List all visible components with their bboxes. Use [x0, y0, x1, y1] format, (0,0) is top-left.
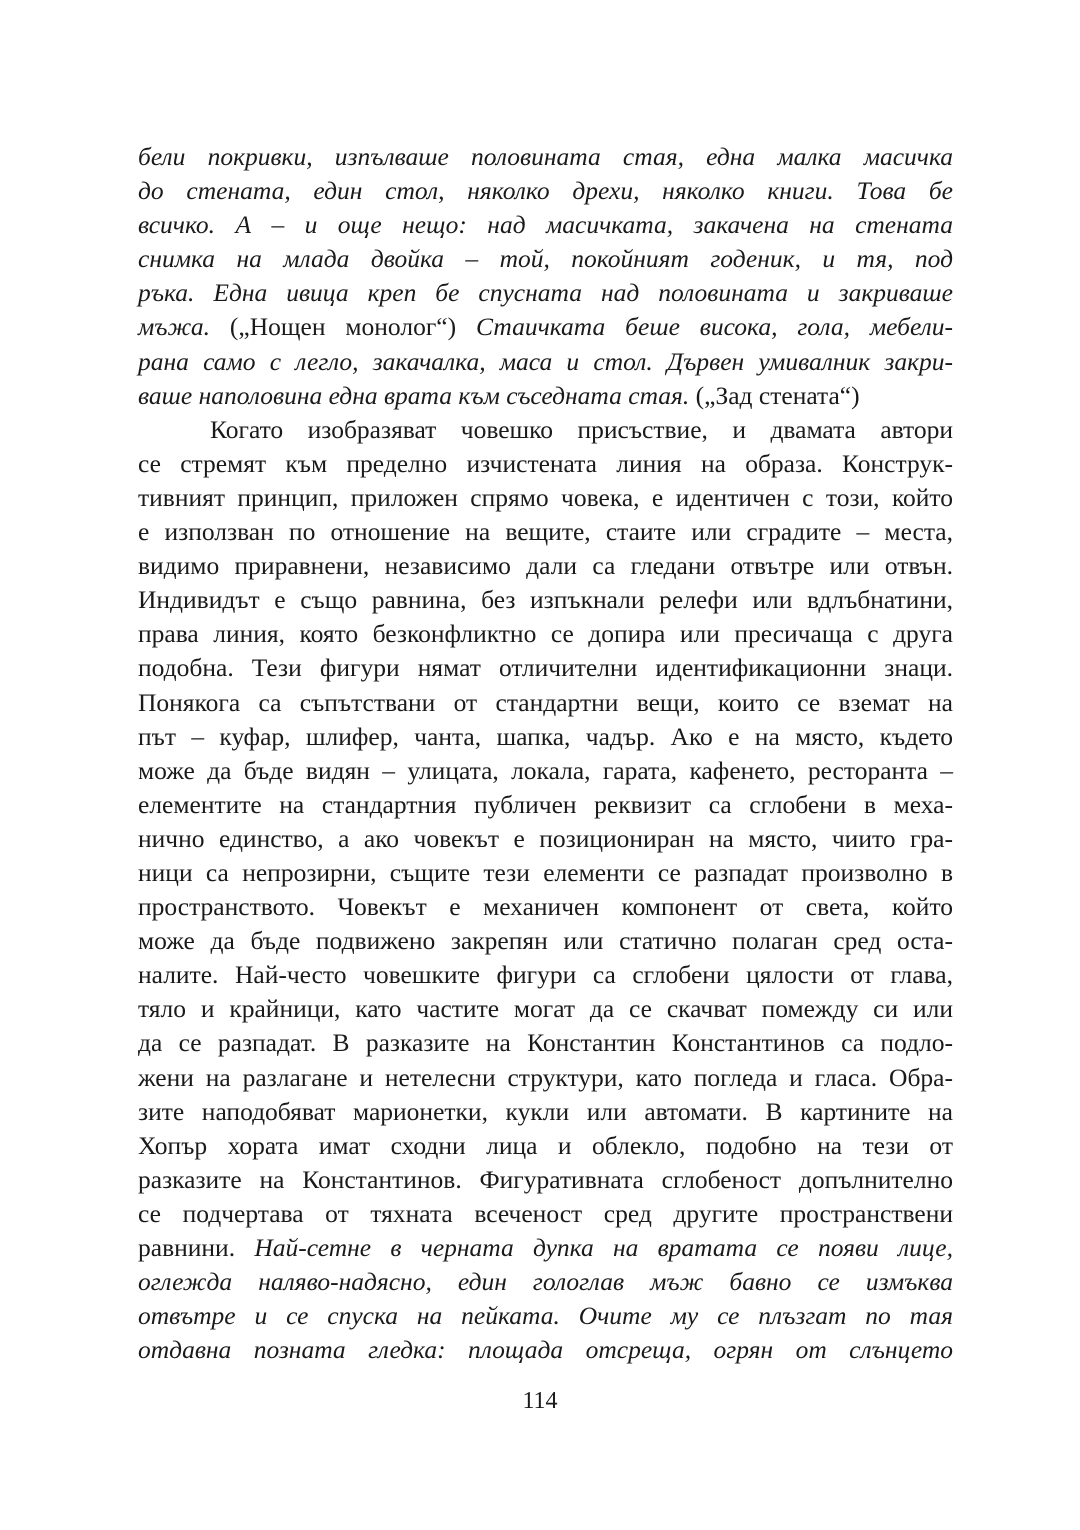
text-line: [138, 276, 953, 310]
text-segment: се подчертава от тяхната всеченост сред другите пространствени: [138, 1198, 953, 1228]
text-line: [138, 1095, 953, 1129]
italic-quote-segment: ваше наполовина една врата към съседната стая.: [138, 380, 690, 410]
text-line: [138, 1163, 953, 1197]
text-segment: да се разпадат. В разказите на Константин Константинов са подло-: [138, 1028, 953, 1058]
text-line: [138, 958, 953, 992]
text-segment: Понякога са съпътствани от стандартни вещи, които се вземат на: [138, 687, 953, 717]
text-segment: жени на разлагане и нетелесни структури, като погледа и гласа. Обра-: [138, 1062, 953, 1092]
italic-quote-segment: рана само с легло, закачалка, маса и стол. Дървен умивалник закри-: [138, 346, 953, 376]
text-line: [138, 1197, 953, 1231]
text-line: [138, 140, 953, 174]
text-segment: („Нощен монолог“): [210, 312, 476, 342]
text-line: [138, 481, 953, 515]
italic-quote-segment: отвътре и се спуска на пейката. Очите му се плъзгат по тая: [138, 1301, 953, 1331]
text-line: [138, 1129, 953, 1163]
text-segment: е използван по отношение на вещите, стаите или сградите – места,: [138, 517, 953, 547]
text-segment: зите наподобяват марионетки, кукли или автомати. В картините на: [138, 1096, 953, 1126]
text-line: [138, 1061, 953, 1095]
text-line: [138, 992, 953, 1026]
text-segment: Когато изобразяват човешко присъствие, и двамата автори: [210, 414, 953, 444]
text-segment: елементите на стандартния публичен реквизит са сглобени в меха-: [138, 789, 953, 819]
text-line: [138, 651, 953, 685]
page-body: [138, 140, 953, 1367]
italic-quote-segment: Стаичката беше висока, гола, мебели-: [476, 312, 953, 342]
italic-quote-segment: мъжа.: [138, 312, 211, 342]
italic-quote-segment: ръка. Една ивица креп бе спусната над половината и закриваше: [138, 278, 953, 308]
text-segment: се стремят към пределно изчистената линия на образа. Конструк-: [138, 448, 953, 478]
text-segment: може да бъде подвижено закрепян или статично полаган сред оста-: [138, 926, 953, 956]
text-line: [138, 1299, 953, 1333]
text-line: [138, 856, 953, 890]
text-line: [138, 686, 953, 720]
text-line: [138, 890, 953, 924]
text-line: [138, 1333, 953, 1367]
text-line: [138, 549, 953, 583]
text-line: [138, 310, 953, 344]
text-segment: Хопър хората имат сходни лица и облекло, подобно на тези от: [138, 1130, 953, 1160]
italic-quote-segment: бели покривки, изпълваше половината стая, една малка масичка: [138, 142, 953, 171]
text-line: [138, 515, 953, 549]
text-line: [138, 1026, 953, 1060]
italic-quote-segment: оглежда наляво-надясно, един гологлав мъж бавно се измъква: [138, 1267, 953, 1297]
text-line: [138, 720, 953, 754]
text-segment: налите. Най-често човешките фигури са сглобени цялости от глава,: [138, 960, 953, 990]
text-segment: Индивидът е също равнина, без изпъкнали релефи или вдлъбнатини,: [138, 585, 953, 615]
text-line: [138, 242, 953, 276]
italic-quote-segment: до стената, един стол, няколко дрехи, няколко книги. Това бе: [138, 176, 953, 206]
text-line: [138, 208, 953, 242]
text-segment: път – куфар, шлифер, чанта, шапка, чадър. Ако е на място, където: [138, 721, 953, 751]
text-segment: видимо приравнени, независимо дали са гледани отвътре или отвън.: [138, 551, 953, 581]
italic-quote-segment: снимка на млада двойка – той, покойният годеник, и тя, под: [138, 244, 953, 274]
text-segment: нично единство, а ако човекът е позициониран на място, чиито гра-: [138, 823, 953, 853]
text-segment: пространството. Човекът е механичен компонент от света, който: [138, 892, 953, 922]
text-segment: подобна. Тези фигури нямат отличителни идентификационни знаци.: [138, 653, 953, 683]
text-segment: разказите на Константинов. Фигуративната сглобеност допълнително: [138, 1164, 953, 1194]
text-segment: („Зад стената“): [689, 380, 860, 410]
text-line: [138, 583, 953, 617]
text-line: [138, 379, 953, 413]
text-line: [138, 822, 953, 856]
text-segment: тяло и крайници, като частите могат да се скачват помежду си или: [138, 994, 953, 1024]
text-segment: права линия, която безконфликтно се допира или пресичаща с друга: [138, 619, 953, 649]
italic-quote-segment: всичко. А – и още нещо: над масичката, закачена на стената: [138, 210, 953, 240]
page-number: 114: [522, 1388, 558, 1414]
italic-quote-segment: Най-сетне в черната дупка на вратата се появи лице,: [254, 1233, 953, 1262]
text-segment: равнини.: [138, 1233, 255, 1262]
text-line: [138, 788, 953, 822]
italic-quote-segment: отдавна позната гледка: площада отсреща, огрян от слънцето: [138, 1335, 953, 1365]
text-line: [138, 1265, 953, 1299]
text-line: [138, 174, 953, 208]
text-line: [138, 413, 953, 447]
text-line: [138, 617, 953, 651]
text-line: [138, 754, 953, 788]
text-segment: ници са непрозирни, същите тези елементи се разпадат произволно в: [138, 857, 953, 887]
text-line: [138, 924, 953, 958]
text-line: [138, 447, 953, 481]
text-segment: тивният принцип, приложен спрямо човека, е идентичен с този, който: [138, 482, 953, 512]
text-line: [138, 1231, 953, 1265]
text-line: [138, 345, 953, 379]
text-segment: може да бъде видян – улицата, локала, гарата, кафенето, ресторанта –: [138, 755, 953, 785]
